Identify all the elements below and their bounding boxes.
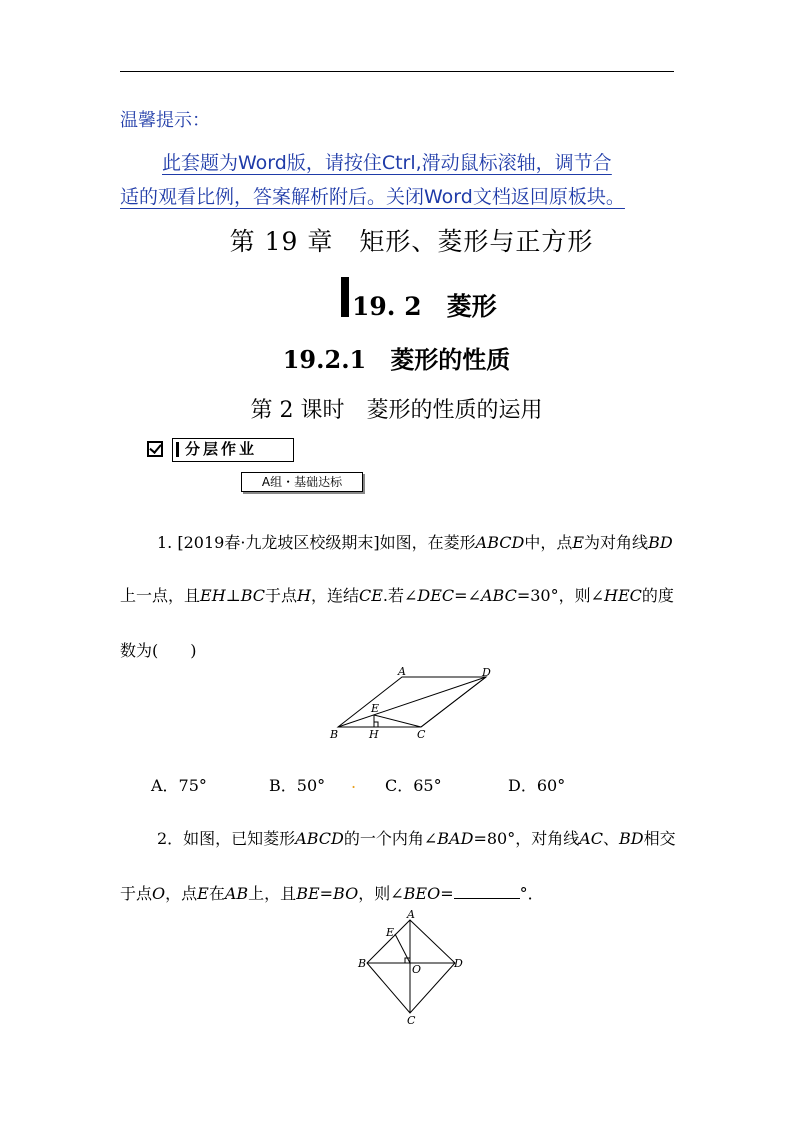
- answer-blank[interactable]: [454, 884, 520, 899]
- section-title: 19. 2 菱形: [352, 292, 497, 321]
- q1-option-c[interactable]: C．65°: [385, 776, 442, 795]
- q2-line-2: 于点O，点E在AB上，且BE=BO，则∠BEO= °．: [120, 884, 544, 903]
- tip-line-1[interactable]: 此套题为Word版，请按住Ctrl,滑动鼠标滚轴，调节合: [162, 152, 612, 174]
- q1-label-e: E: [371, 702, 380, 715]
- q2-label-d: D: [454, 957, 463, 970]
- q1-line-3: 数为( ): [120, 641, 197, 660]
- group-label: A组・基础达标: [241, 472, 363, 492]
- tip-line-2[interactable]: 适的观看比例，答案解析附后。关闭Word文档返回原板块。: [120, 186, 625, 208]
- q2-line-1: 2．如图，已知菱形ABCD的一个内角∠BAD=80°，对角线AC、BD相交: [157, 829, 676, 848]
- q2-label-a: A: [407, 908, 415, 921]
- q1-option-a[interactable]: A．75°: [151, 776, 207, 795]
- q1-line-2: 上一点，且EH⊥BC于点H，连结CE.若∠DEC=∠ABC=30°，则∠HEC的度: [120, 586, 674, 605]
- q1-label-a: A: [398, 665, 406, 678]
- q1-option-b[interactable]: B．50°: [269, 776, 326, 795]
- section-marker-bar: [341, 277, 349, 317]
- q1-option-d[interactable]: D．60°: [508, 776, 566, 795]
- homework-label: 分层作业: [172, 438, 294, 462]
- lesson-title: 第 2 课时 菱形的性质的运用: [250, 398, 543, 423]
- chapter-title: 第 19 章 矩形、菱形与正方形: [229, 227, 594, 256]
- q2-rhombus-figure: [355, 908, 465, 1026]
- q2-label-e: E: [386, 926, 395, 939]
- q1-label-d: D: [482, 666, 491, 679]
- stray-dot: .: [351, 773, 357, 792]
- q2-label-c: C: [407, 1014, 416, 1026]
- q1-line-1: 1. [2019春·九龙坡区校级期末]如图，在菱形ABCD中，点E为对角线BD: [157, 533, 673, 552]
- q2-label-o: O: [412, 963, 422, 976]
- q1-label-c: C: [417, 728, 426, 741]
- subsection-title: 19.2.1 菱形的性质: [282, 345, 511, 374]
- tip-label: 温馨提示：: [120, 110, 210, 131]
- q1-label-b: B: [330, 728, 339, 741]
- q1-label-h: H: [369, 728, 379, 741]
- q1-rhombus-figure: [326, 664, 496, 744]
- checkbox-icon: [147, 441, 163, 457]
- q2-label-b: B: [358, 957, 367, 970]
- tip-body: [120, 146, 680, 214]
- header-rule: [120, 71, 674, 72]
